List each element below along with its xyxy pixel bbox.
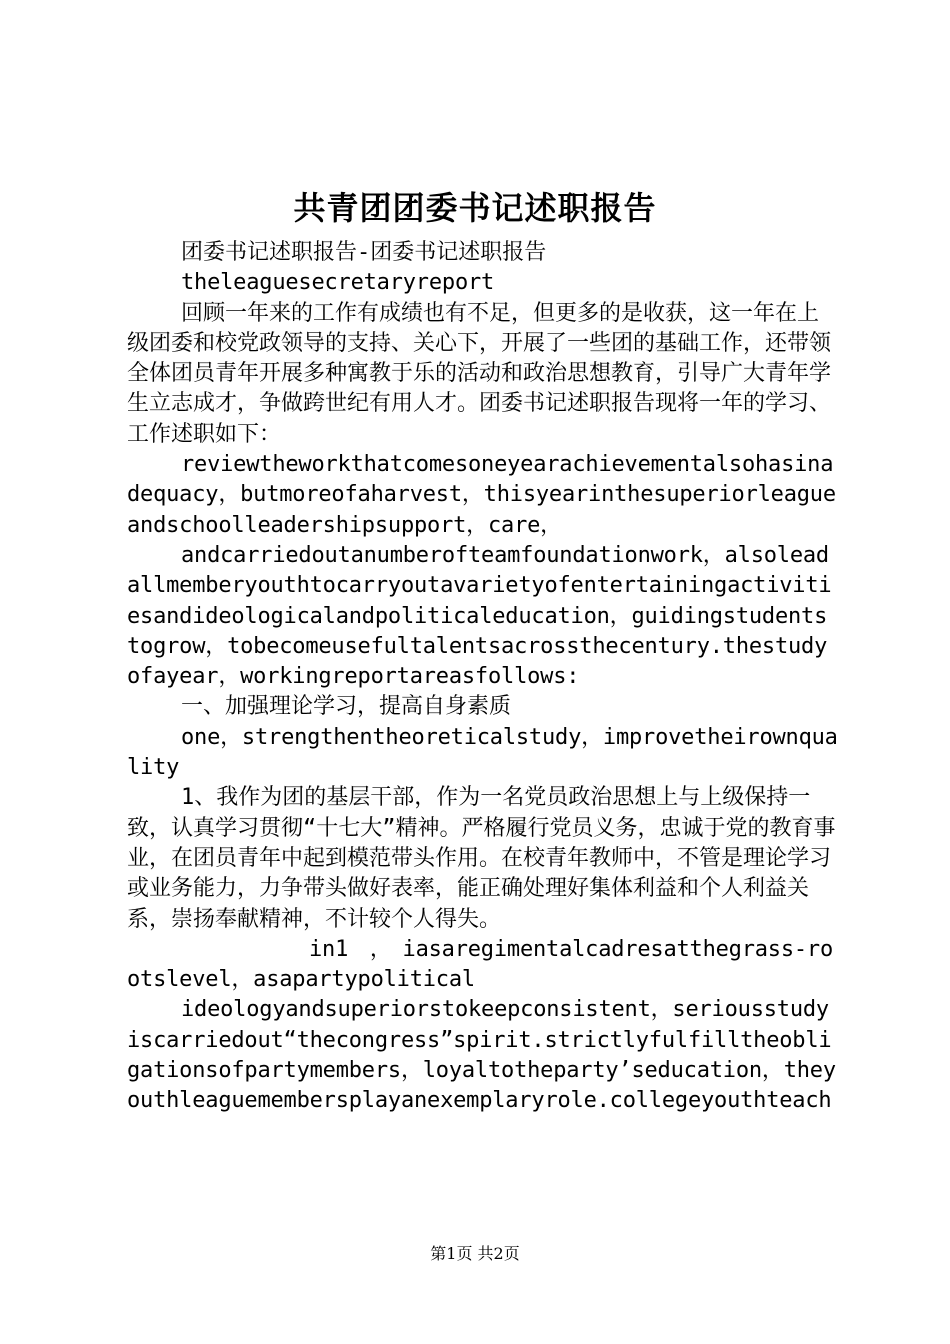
paragraph-intro-en-1: reviewtheworkthatcomesoneyearachievementalsohasinadequacy，butmoreofaharvest，thisyearinthesuperiorleagueandschoolleadershipsupport，care， <box>127 452 836 538</box>
section-heading-zh: 一、加强理论学习，提高自身素质 <box>181 694 512 720</box>
paragraph-item1-en-1: in1 ， iasaregimentalcadresatthegrass-rootslevel，asapartypolitical <box>127 936 834 993</box>
paragraph-item1-zh: 1、我作为团的基层干部，作为一名党员政治思想上与上级保持一致，认真学习贯彻“十七大”精神。严格履行党员义务，忠诚于党的教育事业，在团员青年中起到模范带头作用。在校青年教师中，不管是理论学习或业务能力，力争带头做好表率，能正确处理好集体利益和个人利益关系，崇扬奉献精神，不计较个人得失。 <box>127 785 836 932</box>
document-title: 共青团团委书记述职报告 <box>293 189 657 227</box>
paragraph-intro-en-2: andcarriedoutanumberofteamfoundationwork，alsoleadallmemberyouthtocarryoutavarietyofentertainingactivitiesandideologicalandpoliticaleducation，guidingstudentstogrow，tobecomeusefultalentsacrossthecentury.thestudyofayear，workingreportareasfollows: <box>127 542 832 690</box>
section-heading-en: one，strengthentheoreticalstudy，improvetheirownquality <box>127 724 838 781</box>
document-body <box>127 238 839 1117</box>
paragraph-intro-zh: 回顾一年来的工作有成绩也有不足，但更多的是收获，这一年在上级团委和校党政领导的支持、关心下，开展了一些团的基础工作，还带领全体团员青年开展多种寓教于乐的活动和政治思想教育，引导广大青年学生立志成才，争做跨世纪有用人才。团委书记述职报告现将一年的学习、工作述职如下： <box>127 300 832 447</box>
paragraph-item1-en-2: ideologyandsuperiorstokeepconsistent，seriousstudyiscarriedout“thecongress”spirit.strictlyfulfilltheobligationsofpartymembers，loyaltotheparty’seducation，theyouthleaguemembersplayanexemplaryrole.collegeyouthteach <box>127 997 836 1114</box>
paragraph-subtitle-en: theleaguesecretaryreport <box>181 270 495 296</box>
paragraph-subtitle-zh: 团委书记述职报告-团委书记述职报告 <box>181 240 547 265</box>
page-footer: 第1页 共2页 <box>430 1244 520 1263</box>
